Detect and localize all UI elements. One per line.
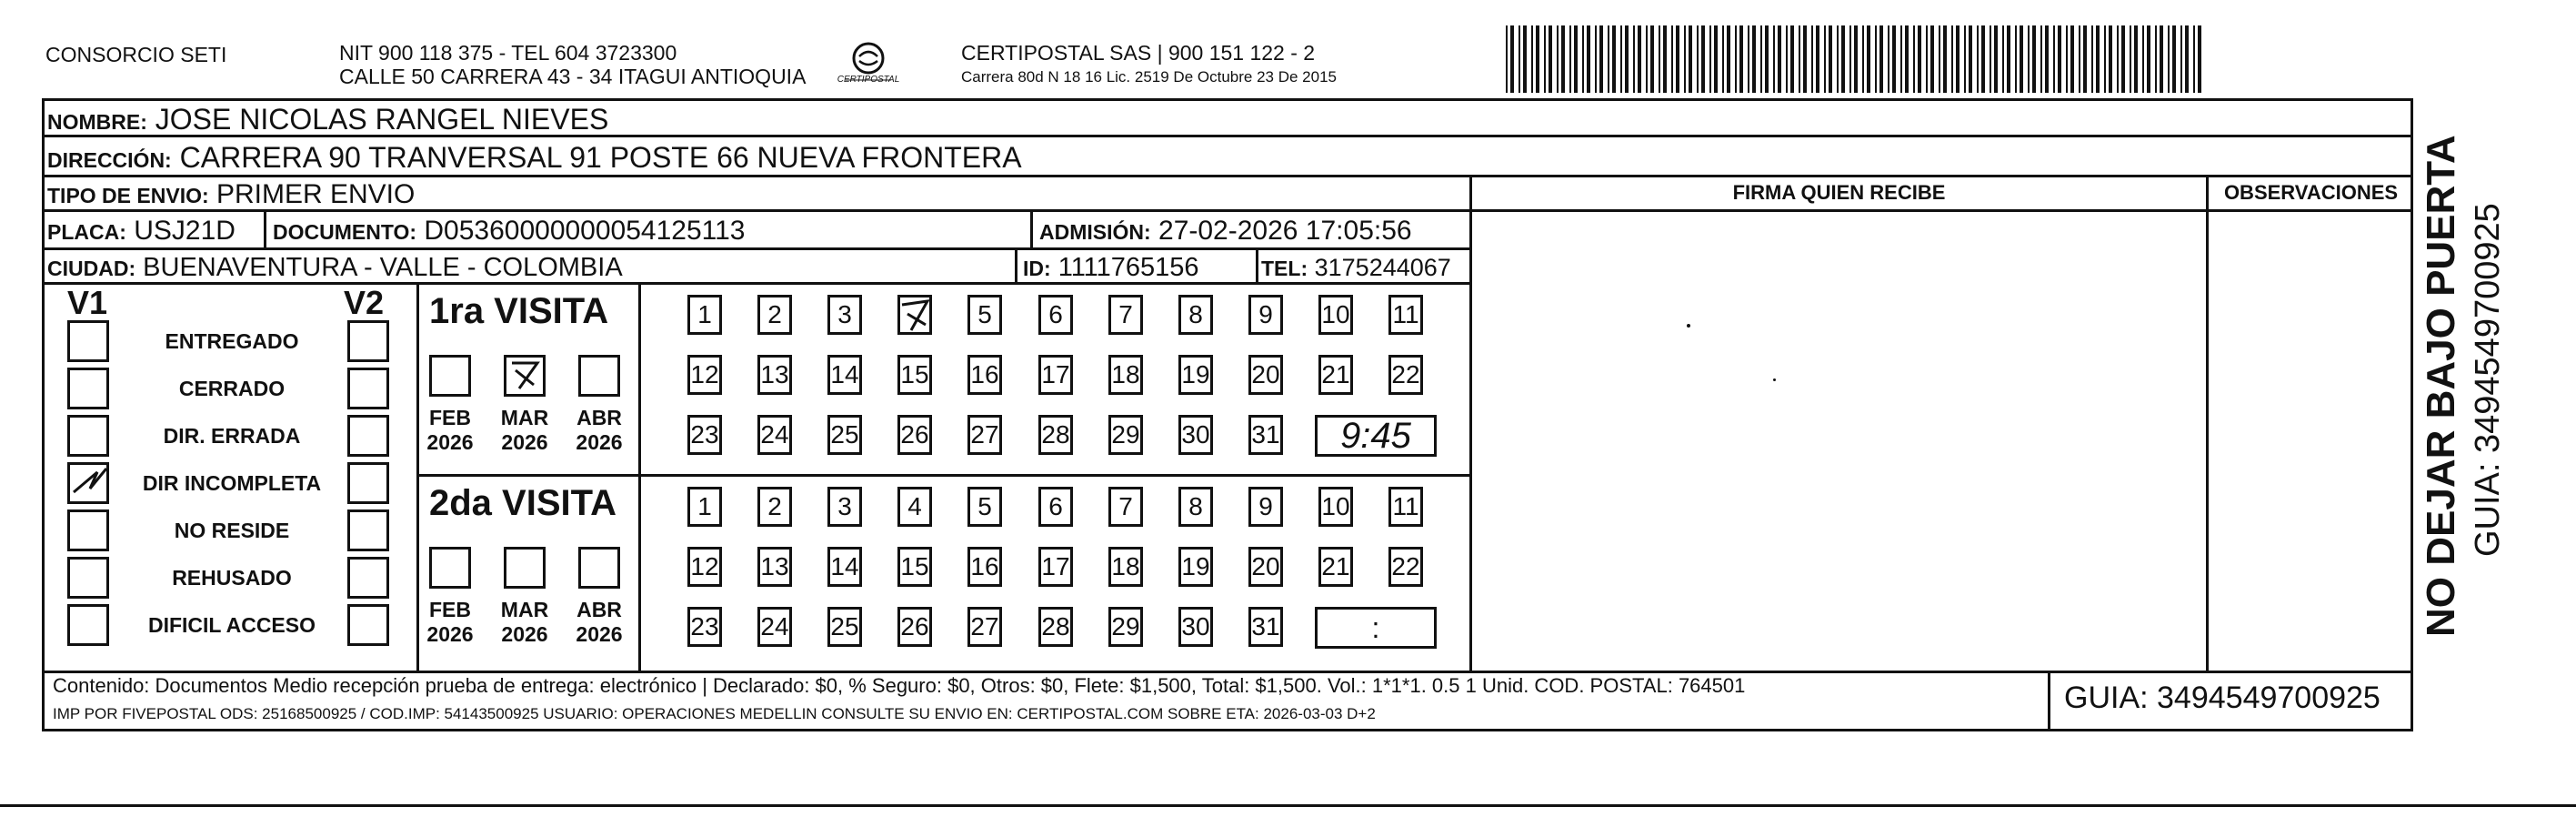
- id-value: 1111765156: [1057, 253, 1199, 282]
- v1-header: V1: [67, 284, 108, 321]
- month-year: 2026: [501, 430, 548, 454]
- day-box[interactable]: 2: [757, 295, 792, 335]
- no-dejar-bajo-puerta: NO DEJAR BAJO PUERTA: [2419, 135, 2463, 637]
- month-checkbox[interactable]: [504, 547, 546, 589]
- admision-value: 27-02-2026 17:05:56: [1158, 216, 1412, 246]
- day-box[interactable]: 6: [1038, 487, 1073, 527]
- day-box[interactable]: 14: [827, 355, 862, 395]
- month-year: 2026: [501, 622, 548, 646]
- address-line: CALLE 50 CARRERA 43 - 34 ITAGUI ANTIOQUIA: [339, 65, 807, 88]
- month-label: [567, 406, 631, 455]
- status-label: NO RESIDE: [174, 519, 290, 542]
- side-guia: GUIA: 3494549700925: [2469, 203, 2507, 557]
- status-label: ENTREGADO: [165, 329, 299, 353]
- day-box[interactable]: 20: [1248, 355, 1283, 395]
- observaciones-area[interactable]: [2210, 215, 2411, 670]
- certipostal-line: CERTIPOSTAL SAS | 900 151 122 - 2: [961, 41, 1316, 65]
- license-line: Carrera 80d N 18 16 Lic. 2519 De Octubre 23 De 2015: [961, 68, 1337, 86]
- company-name: CONSORCIO SETI: [45, 43, 227, 66]
- day-box[interactable]: 7: [1108, 295, 1143, 335]
- day-box[interactable]: [897, 295, 932, 335]
- v1-checkbox[interactable]: [67, 462, 109, 504]
- month-year: 2026: [576, 622, 623, 646]
- day-box[interactable]: 15: [897, 547, 932, 587]
- month-name: ABR: [576, 406, 622, 429]
- placa-value: USJ21D: [134, 216, 236, 246]
- day-box[interactable]: 11: [1388, 295, 1423, 335]
- month-checkbox[interactable]: [578, 547, 620, 589]
- documento-field: [273, 215, 746, 248]
- tipo-label: TIPO DE ENVIO:: [47, 184, 209, 207]
- day-box[interactable]: 9: [1248, 295, 1283, 335]
- bottom-rule: [0, 804, 2576, 807]
- check-mark-icon: [900, 298, 929, 332]
- day-box[interactable]: 3: [827, 487, 862, 527]
- v2-checkbox[interactable]: [347, 415, 389, 457]
- day-box[interactable]: 22: [1388, 355, 1423, 395]
- v2-header: V2: [344, 284, 385, 321]
- guia-box: GUIA: 3494549700925: [2064, 681, 2381, 715]
- month-name: FEB: [429, 598, 471, 621]
- signature-area[interactable]: [1475, 215, 2204, 670]
- day-box[interactable]: 11: [1388, 487, 1423, 527]
- month-year: 2026: [576, 430, 623, 454]
- divider: [1030, 209, 1033, 247]
- month-label: [493, 406, 556, 455]
- day-box[interactable]: 7: [1108, 487, 1143, 527]
- day-box[interactable]: 28: [1038, 607, 1073, 647]
- status-label: DIR. ERRADA: [163, 424, 301, 448]
- month-label: [567, 598, 631, 647]
- day-box[interactable]: 8: [1178, 487, 1213, 527]
- v1-checkbox[interactable]: [67, 320, 109, 362]
- day-box[interactable]: 24: [757, 415, 792, 455]
- day-box[interactable]: 19: [1178, 355, 1213, 395]
- nombre-label: NOMBRE:: [47, 110, 147, 134]
- day-box[interactable]: 30: [1178, 607, 1213, 647]
- day-box[interactable]: 12: [687, 355, 722, 395]
- day-box[interactable]: 10: [1318, 487, 1353, 527]
- day-box[interactable]: 25: [827, 607, 862, 647]
- day-box[interactable]: 24: [757, 607, 792, 647]
- ciudad-value: BUENAVENTURA - VALLE - COLOMBIA: [143, 253, 623, 282]
- month-checkbox[interactable]: [578, 355, 620, 397]
- month-label: [493, 598, 556, 647]
- divider: [42, 671, 2413, 673]
- day-box[interactable]: 22: [1388, 547, 1423, 587]
- barcode: [1506, 25, 2206, 93]
- day-box[interactable]: 18: [1108, 355, 1143, 395]
- day-box[interactable]: 1: [687, 487, 722, 527]
- day-box[interactable]: 20: [1248, 547, 1283, 587]
- v1-checkbox[interactable]: [67, 415, 109, 457]
- v2-checkbox[interactable]: [347, 557, 389, 599]
- v1-checkbox[interactable]: [67, 557, 109, 599]
- day-box[interactable]: 10: [1318, 295, 1353, 335]
- direccion-row: [47, 141, 1022, 177]
- check-mark-icon: [506, 358, 543, 394]
- day-box[interactable]: 13: [757, 547, 792, 587]
- id-label: ID:: [1023, 257, 1051, 280]
- day-box[interactable]: 3: [827, 295, 862, 335]
- tel-label: TEL:: [1261, 257, 1308, 280]
- check-mark-icon: [70, 465, 106, 501]
- logo-wordmark: CERTIPOSTAL: [837, 75, 900, 85]
- day-box[interactable]: 17: [1038, 355, 1073, 395]
- footer-content-line: Contenido: Documentos Medio recepción prueba de entrega: electrónico | Declarado: $0, % Seguro: $0, Otros: $0, Flete: $1,500, Total: $1,500. Vol.: 1*1*1. 0.5 1 Unid. COD. POSTAL: 764501: [53, 674, 1746, 697]
- divider: [1472, 209, 2413, 212]
- day-box[interactable]: 27: [967, 415, 1002, 455]
- v2-checkbox[interactable]: [347, 320, 389, 362]
- divider: [1469, 175, 1472, 671]
- divider: [1015, 247, 1017, 282]
- status-label: DIFICIL ACCESO: [147, 613, 316, 637]
- firma-header: FIRMA QUIEN RECIBE: [1732, 181, 1946, 204]
- month-name: MAR: [500, 598, 549, 621]
- v1-checkbox[interactable]: [67, 604, 109, 646]
- day-box[interactable]: 25: [827, 415, 862, 455]
- month-checkbox[interactable]: [504, 355, 546, 397]
- day-box[interactable]: 12: [687, 547, 722, 587]
- month-name: MAR: [500, 406, 549, 429]
- day-box[interactable]: 13: [757, 355, 792, 395]
- direccion-value: CARRERA 90 TRANVERSAL 91 POSTE 66 NUEVA FRONTERA: [179, 141, 1022, 174]
- day-box[interactable]: 5: [967, 487, 1002, 527]
- day-box[interactable]: 28: [1038, 415, 1073, 455]
- documento-value: D05360000000054125113: [424, 216, 746, 246]
- tipo-value: PRIMER ENVIO: [216, 179, 416, 209]
- tipo-row: [47, 178, 415, 212]
- divider: [416, 474, 1472, 477]
- documento-label: DOCUMENTO:: [273, 220, 417, 244]
- status-label: REHUSADO: [172, 566, 292, 590]
- day-box[interactable]: 14: [827, 547, 862, 587]
- v2-checkbox[interactable]: [347, 462, 389, 504]
- placa-label: PLACA:: [47, 220, 126, 244]
- day-box[interactable]: 30: [1178, 415, 1213, 455]
- visit-title: 2da VISITA: [429, 483, 616, 523]
- divider: [1256, 247, 1258, 282]
- admision-field: [1039, 215, 1412, 248]
- id-field: [1023, 251, 1199, 285]
- day-box[interactable]: 23: [687, 607, 722, 647]
- divider: [264, 209, 266, 247]
- month-checkbox[interactable]: [429, 547, 471, 589]
- day-box[interactable]: 4: [897, 487, 932, 527]
- v1-checkbox[interactable]: [67, 368, 109, 409]
- tel-field: [1261, 251, 1451, 285]
- ciudad-label: CIUDAD:: [47, 257, 136, 280]
- time-box[interactable]: :: [1315, 607, 1437, 649]
- month-checkbox[interactable]: [429, 355, 471, 397]
- v2-checkbox[interactable]: [347, 604, 389, 646]
- status-label: CERRADO: [178, 377, 286, 400]
- day-box[interactable]: 18: [1108, 547, 1143, 587]
- observaciones-header: OBSERVACIONES: [2223, 181, 2399, 204]
- month-year: 2026: [426, 622, 474, 646]
- day-box[interactable]: 23: [687, 415, 722, 455]
- logo-icon: [837, 40, 900, 96]
- month-label: [418, 598, 482, 647]
- v2-checkbox[interactable]: [347, 368, 389, 409]
- day-box[interactable]: 16: [967, 355, 1002, 395]
- status-label: DIR INCOMPLETA: [142, 471, 322, 495]
- day-box[interactable]: 21: [1318, 547, 1353, 587]
- day-box[interactable]: 26: [897, 607, 932, 647]
- day-box[interactable]: 16: [967, 547, 1002, 587]
- day-box[interactable]: 6: [1038, 295, 1073, 335]
- day-box[interactable]: 21: [1318, 355, 1353, 395]
- placa-field: [47, 215, 236, 248]
- v1-checkbox[interactable]: [67, 509, 109, 551]
- day-box[interactable]: 26: [897, 415, 932, 455]
- admision-label: ADMISIÓN:: [1039, 220, 1151, 244]
- tel-value: 3175244067: [1314, 254, 1451, 281]
- day-box[interactable]: 19: [1178, 547, 1213, 587]
- divider: [2048, 671, 2050, 731]
- month-name: ABR: [576, 598, 622, 621]
- certipostal-logo: [837, 40, 900, 96]
- month-label: [418, 406, 482, 455]
- time-box[interactable]: 9:45: [1315, 415, 1437, 457]
- day-box[interactable]: 27: [967, 607, 1002, 647]
- day-box[interactable]: 29: [1108, 415, 1143, 455]
- month-year: 2026: [426, 430, 474, 454]
- ink-dot: [1687, 324, 1690, 328]
- ink-dot: [1773, 378, 1776, 381]
- ciudad-field: [47, 251, 623, 285]
- divider: [2206, 175, 2209, 671]
- day-box[interactable]: 31: [1248, 607, 1283, 647]
- nombre-row: [47, 103, 608, 138]
- day-box[interactable]: 29: [1108, 607, 1143, 647]
- day-box[interactable]: 31: [1248, 415, 1283, 455]
- footer-imp-line: IMP POR FIVEPOSTAL ODS: 25168500925 / COD.IMP: 54143500925 USUARIO: OPERACIONES MEDELLIN CONSULTE SU ENVIO EN: CERTIPOSTAL.COM SOBRE ETA: 2026-03-03 D+2: [53, 705, 1376, 722]
- visit-title: 1ra VISITA: [429, 291, 609, 331]
- day-box[interactable]: 15: [897, 355, 932, 395]
- month-name: FEB: [429, 406, 471, 429]
- nit-line: NIT 900 118 375 - TEL 604 3723300: [339, 41, 677, 65]
- v2-checkbox[interactable]: [347, 509, 389, 551]
- day-box[interactable]: 17: [1038, 547, 1073, 587]
- day-box[interactable]: 8: [1178, 295, 1213, 335]
- day-box[interactable]: 5: [967, 295, 1002, 335]
- day-box[interactable]: 2: [757, 487, 792, 527]
- day-box[interactable]: 1: [687, 295, 722, 335]
- divider: [638, 282, 641, 671]
- barcode-graphic: [1506, 25, 2206, 93]
- direccion-label: DIRECCIÓN:: [47, 148, 172, 172]
- day-box[interactable]: 9: [1248, 487, 1283, 527]
- nombre-value: JOSE NICOLAS RANGEL NIEVES: [155, 103, 609, 136]
